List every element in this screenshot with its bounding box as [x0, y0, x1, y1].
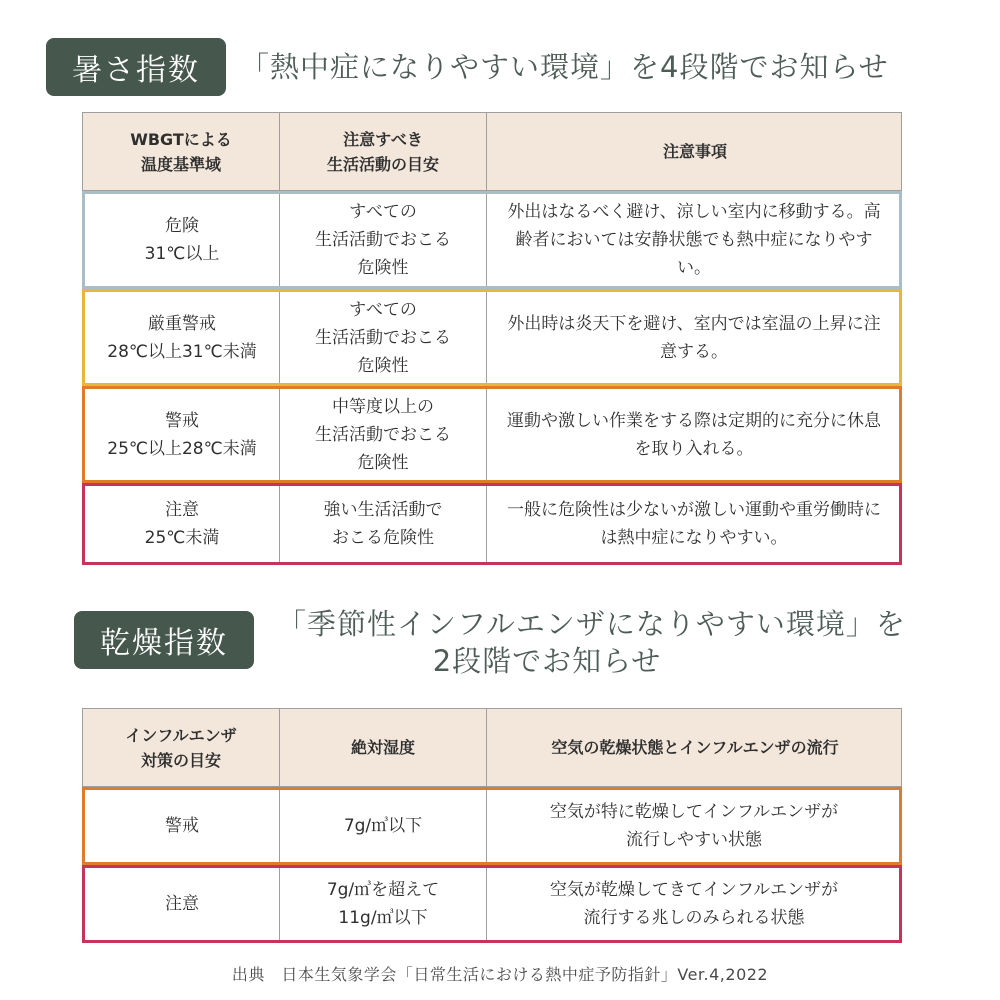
- header-influenza: インフルエンザ 対策の目安: [83, 709, 280, 786]
- dryness-index-badge: 乾燥指数: [74, 611, 254, 669]
- header-dryness: 空気の乾燥状態とインフルエンザの流行: [551, 738, 839, 757]
- dryness-index-heading-line1: 「季節性インフルエンザになりやすい環境」を: [277, 607, 906, 641]
- activity-cell: すべての 生活活動でおこる 危険性: [280, 292, 487, 383]
- heat-index-badge: 暑さ指数: [46, 38, 226, 96]
- table-row-caution: [82, 865, 902, 943]
- activity-cell: 中等度以上の 生活活動でおこる 危険性: [280, 389, 487, 480]
- table-row-caution: [82, 483, 902, 565]
- humidity-cell: 7g/㎥を超えて 11g/㎥以下: [280, 868, 487, 940]
- note-cell: 運動や激しい作業をする際は定期的に充分に休息を取り入れる。: [507, 410, 881, 459]
- note-cell: 空気が特に乾燥してインフルエンザが 流行しやすい状態: [549, 802, 839, 850]
- header-wbgt: WBGTによる 温度基準域: [83, 113, 280, 190]
- activity-cell: すべての 生活活動でおこる 危険性: [280, 194, 487, 286]
- header-activity: 注意すべき 生活活動の目安: [280, 113, 487, 190]
- heat-index-heading: 「熱中症になりやすい環境」を4段階でお知らせ: [240, 50, 889, 84]
- level-cell: 注意 25℃未満: [85, 486, 280, 562]
- note-cell: 外出はなるべく避け、涼しい室内に移動する。高齢者においては安静状態でも熱中症になりやすい。: [507, 202, 881, 278]
- header-notes: 注意事項: [662, 142, 727, 161]
- table-row-warning: [82, 386, 902, 483]
- table-header: [82, 708, 902, 787]
- level-cell: 危険 31℃以上: [85, 194, 280, 286]
- humidity-cell: 7g/㎥以下: [280, 790, 487, 862]
- table-header: [82, 112, 902, 191]
- header-humidity: 絶対湿度: [280, 709, 487, 786]
- dryness-index-table: [82, 708, 902, 943]
- note-cell: 外出時は炎天下を避け、室内では室温の上昇に注意する。: [507, 313, 881, 362]
- table-row-warning: [82, 787, 902, 865]
- level-cell: 警戒 25℃以上28℃未満: [85, 389, 280, 480]
- note-cell: 空気が乾燥してきてインフルエンザが 流行する兆しのみられる状態: [549, 880, 839, 928]
- table-row-danger: [82, 191, 902, 289]
- note-cell: 一般に危険性は少ないが激しい運動や重労働時には熱中症になりやすい。: [507, 500, 881, 548]
- source-citation: 出典 日本生気象学会「日常生活における熱中症予防指針」Ver.4,2022: [231, 965, 769, 984]
- level-cell: 注意: [85, 868, 280, 940]
- dryness-index-heading-line2: 2段階でお知らせ: [432, 644, 662, 678]
- table-row-severe: [82, 289, 902, 386]
- level-cell: 警戒: [85, 790, 280, 862]
- level-cell: 厳重警戒 28℃以上31℃未満: [85, 292, 280, 383]
- activity-cell: 強い生活活動で おこる危険性: [280, 486, 487, 562]
- heat-index-table: [82, 112, 902, 565]
